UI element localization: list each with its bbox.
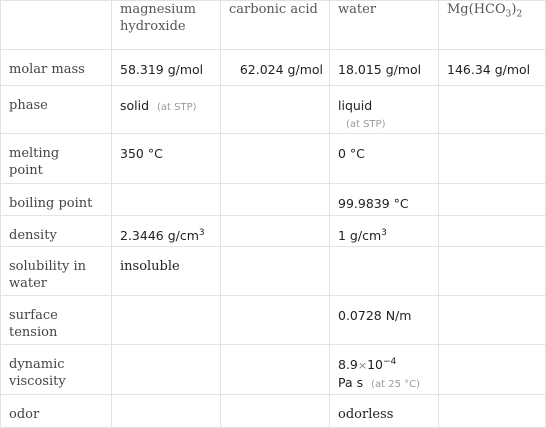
label-odor: odor (1, 395, 112, 428)
density-mg-hydroxide-value: 2.3446 g/cm (120, 228, 199, 243)
label-phase: phase (1, 86, 112, 134)
viscosity-water-note: (at 25 °C) (371, 379, 420, 390)
bicarbonate-sub2: 2 (516, 9, 523, 20)
header-water: water (330, 1, 439, 50)
label-solubility-line1: solubility in (9, 259, 87, 274)
phase-water (330, 86, 439, 134)
density-mg-hydroxide (112, 216, 221, 247)
viscosity-bicarbonate (439, 345, 546, 395)
label-viscosity-line2: viscosity (9, 374, 66, 389)
bicarbonate-sub1: 3 (505, 9, 512, 20)
molar-mass-carbonic-acid: 62.024 g/mol (221, 50, 330, 86)
label-melting-line1: melting (9, 146, 60, 161)
phase-bicarbonate (439, 86, 546, 134)
density-water (330, 216, 439, 247)
phase-carbonic-acid (221, 86, 330, 134)
row-melting-point (1, 134, 546, 184)
bicarbonate-mid: ) (511, 2, 517, 17)
molar-mass-water: 18.015 g/mol (330, 50, 439, 86)
solubility-water (330, 247, 439, 296)
phase-water-value: liquid (338, 98, 373, 113)
header-row (1, 1, 546, 50)
viscosity-carbonic-acid (221, 345, 330, 395)
corner-cell (1, 1, 112, 50)
surface-tension-mg-hydroxide (112, 296, 221, 345)
molar-mass-bicarbonate: 146.34 g/mol (439, 50, 546, 86)
melting-point-water: 0 °C (330, 134, 439, 184)
surface-tension-carbonic-acid (221, 296, 330, 345)
label-viscosity-line1: dynamic (9, 357, 65, 372)
viscosity-water-times: × (357, 359, 368, 372)
label-surface-line1: surface (9, 308, 58, 323)
odor-carbonic-acid (221, 395, 330, 428)
surface-tension-bicarbonate (439, 296, 546, 345)
row-phase (1, 86, 546, 134)
boiling-point-water: 99.9839 °C (330, 184, 439, 216)
header-mg-hydroxide-line1: magnesium (120, 2, 196, 17)
melting-point-carbonic-acid (221, 134, 330, 184)
row-density (1, 216, 546, 247)
viscosity-water-exp: −4 (383, 356, 397, 367)
label-surface-line2: tension (9, 325, 58, 340)
boiling-point-mg-hydroxide (112, 184, 221, 216)
surface-tension-water: 0.0728 N/m (330, 296, 439, 345)
label-solubility-line2: water (9, 276, 48, 291)
header-magnesium-hydroxide (112, 1, 221, 50)
row-molar-mass (1, 50, 546, 86)
solubility-mg-hydroxide: insoluble (112, 247, 221, 296)
viscosity-mg-hydroxide (112, 345, 221, 395)
header-carbonic-acid: carbonic acid (221, 1, 330, 50)
row-boiling-point (1, 184, 546, 216)
phase-mg-hydroxide-value: solid (120, 98, 150, 113)
row-solubility (1, 247, 546, 296)
odor-bicarbonate (439, 395, 546, 428)
density-bicarbonate (439, 216, 546, 247)
bicarbonate-prefix: Mg(HCO (447, 2, 506, 17)
melting-point-bicarbonate (439, 134, 546, 184)
label-solubility (1, 247, 112, 296)
odor-mg-hydroxide (112, 395, 221, 428)
row-surface-tension (1, 296, 546, 345)
label-melting-line2: point (9, 163, 43, 178)
density-water-exp: 3 (381, 227, 387, 238)
label-surface-tension (1, 296, 112, 345)
density-mg-hydroxide-exp: 3 (198, 227, 205, 238)
viscosity-water-mantissa: 8.9 (338, 357, 358, 372)
label-boiling-point: boiling point (1, 184, 112, 216)
header-mg-hydroxide-line2: hydroxide (120, 19, 186, 34)
viscosity-water (330, 345, 439, 395)
density-carbonic-acid (221, 216, 330, 247)
melting-point-mg-hydroxide: 350 °C (112, 134, 221, 184)
boiling-point-bicarbonate (439, 184, 546, 216)
odor-water: odorless (330, 395, 439, 428)
viscosity-water-unit: Pa s (338, 375, 364, 390)
phase-mg-hydroxide-note: (at STP) (157, 102, 197, 113)
boiling-point-carbonic-acid (221, 184, 330, 216)
row-dynamic-viscosity (1, 345, 546, 395)
phase-mg-hydroxide (112, 86, 221, 134)
molar-mass-mg-hydroxide: 58.319 g/mol (112, 50, 221, 86)
header-magnesium-bicarbonate (439, 1, 546, 50)
label-molar-mass: molar mass (1, 50, 112, 86)
solubility-bicarbonate (439, 247, 546, 296)
label-dynamic-viscosity (1, 345, 112, 395)
phase-water-note: (at STP) (345, 119, 386, 130)
solubility-carbonic-acid (221, 247, 330, 296)
density-water-value: 1 g/cm (338, 228, 382, 243)
row-odor (1, 395, 546, 428)
viscosity-water-base: 10 (367, 357, 384, 372)
label-melting-point (1, 134, 112, 184)
label-density: density (1, 216, 112, 247)
